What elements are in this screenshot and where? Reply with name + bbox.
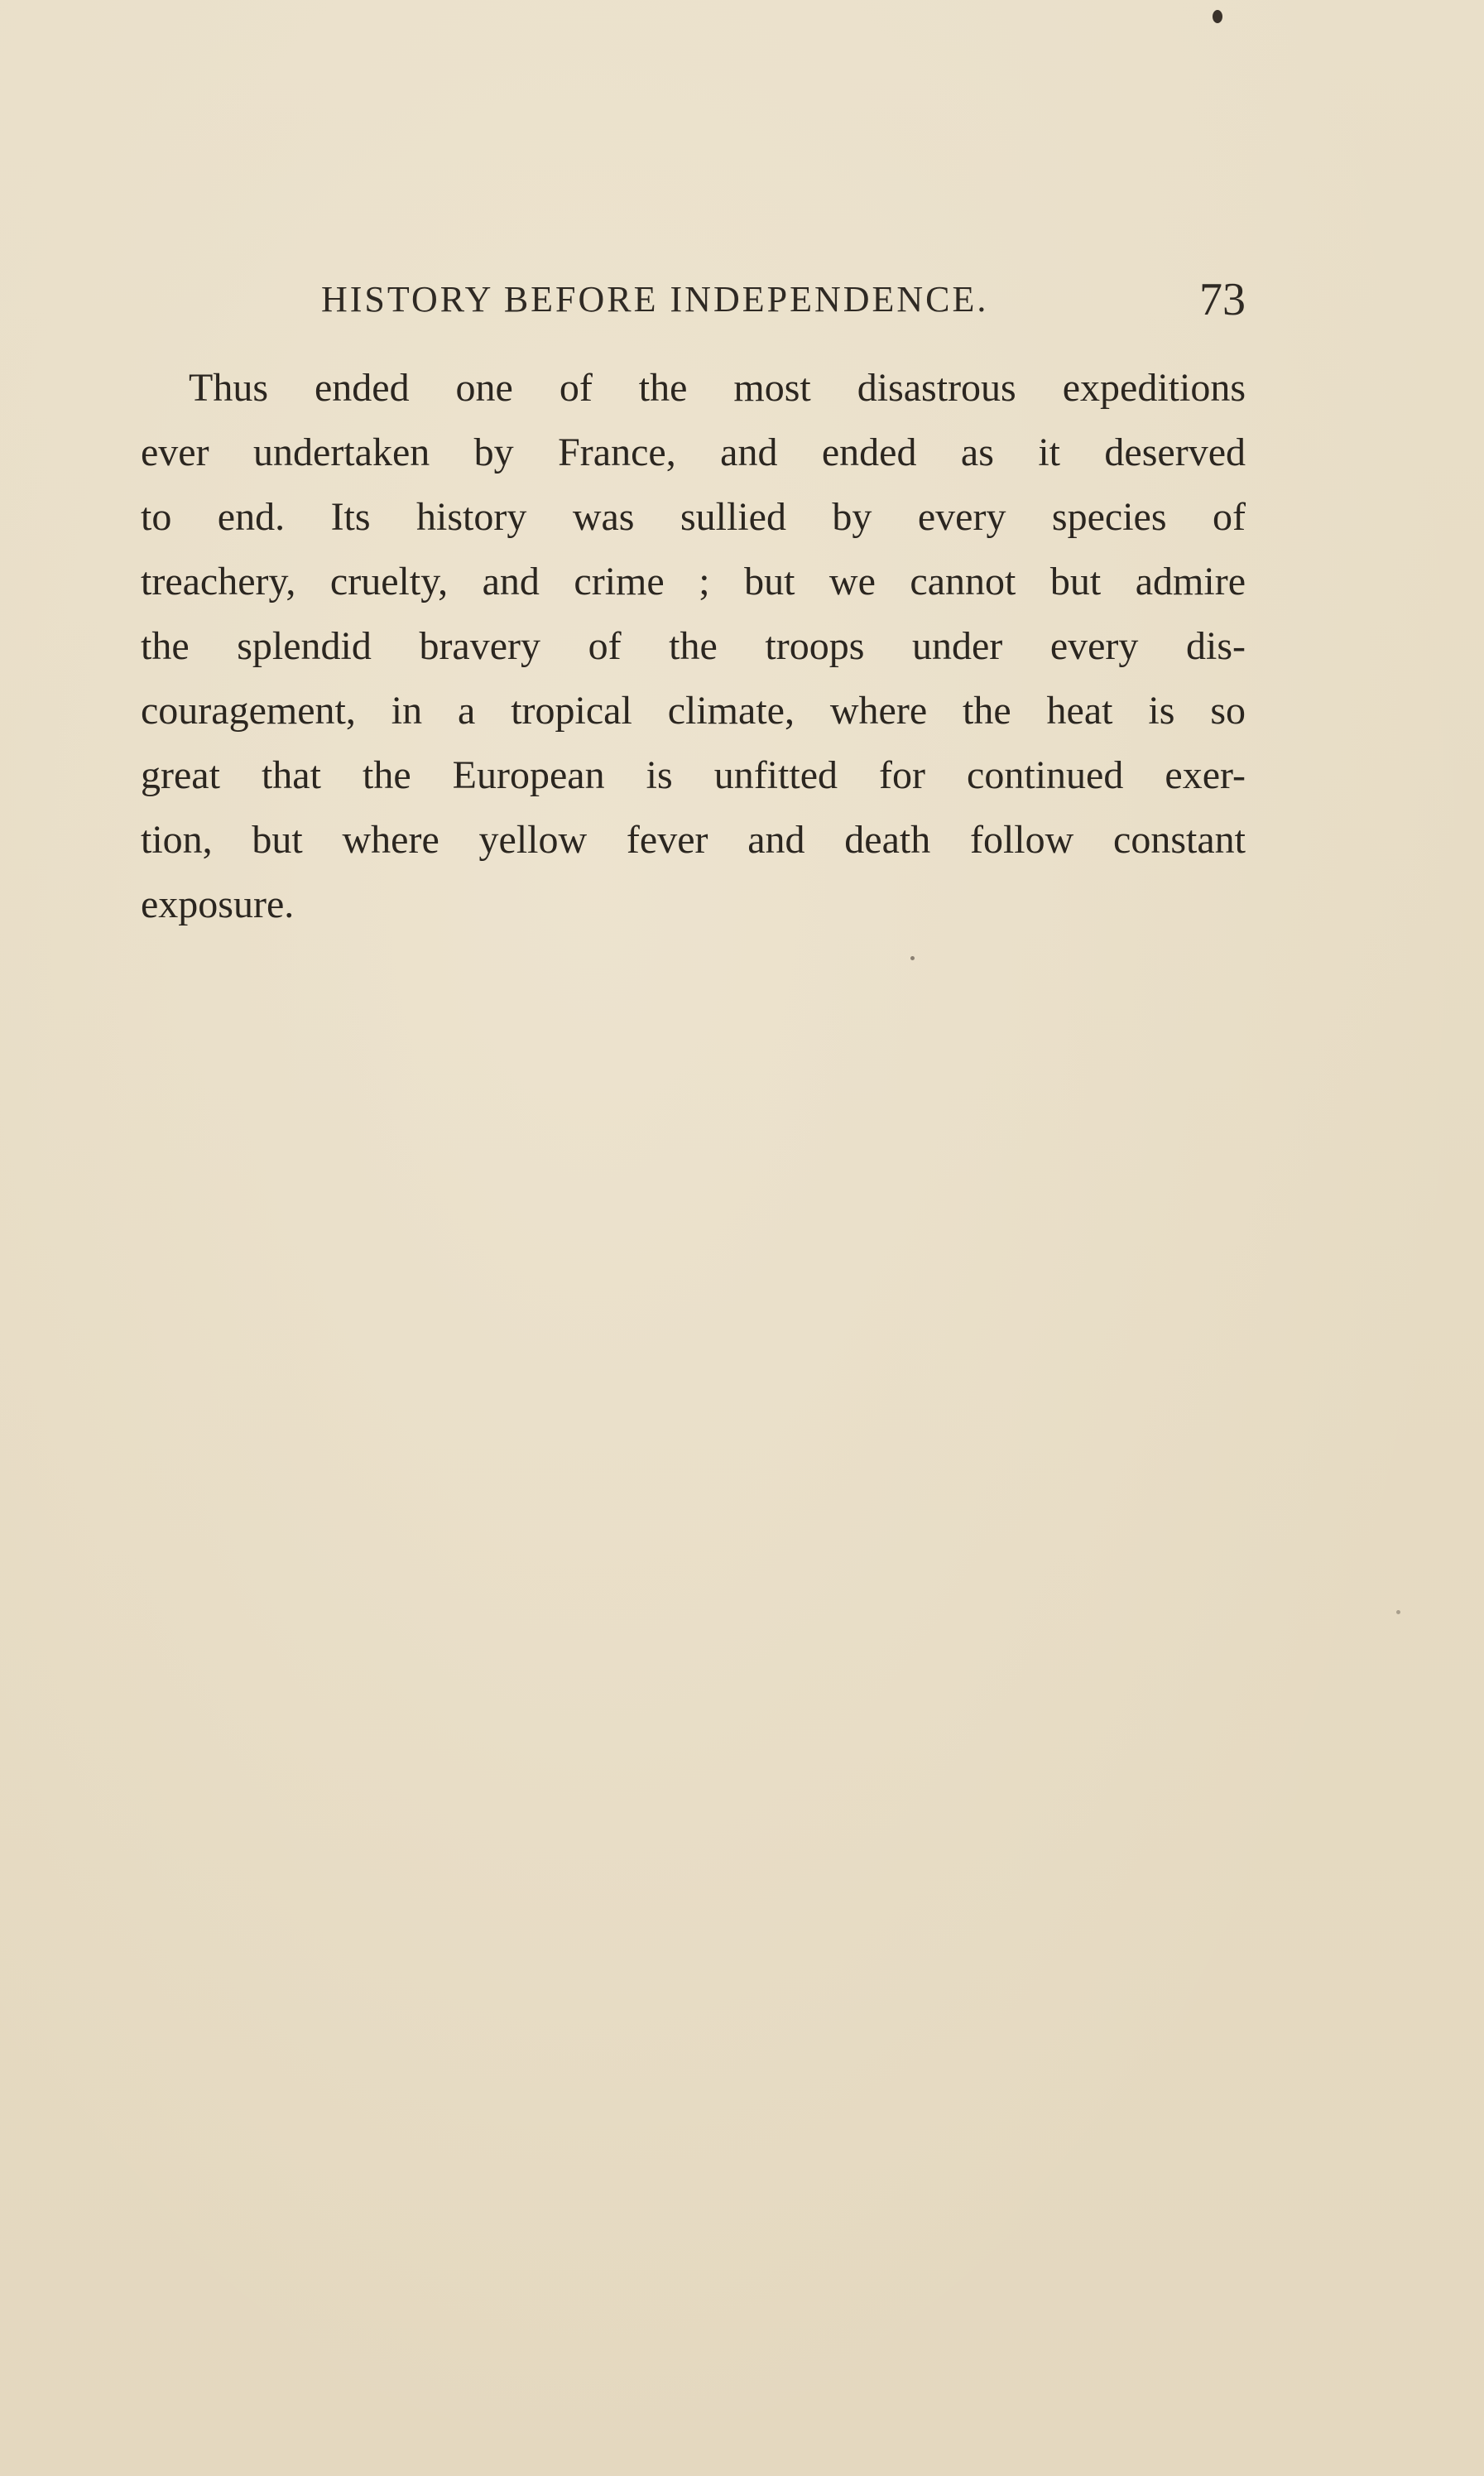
ink-speck bbox=[1213, 10, 1222, 23]
body-paragraph bbox=[141, 356, 1246, 937]
running-head bbox=[141, 273, 1246, 331]
ink-speck bbox=[910, 956, 915, 960]
page-number: 73 bbox=[1199, 274, 1246, 325]
paragraph-line: Thus ended one of the most disastrous expeditions bbox=[189, 366, 1246, 410]
paragraph-line: exposure. bbox=[141, 882, 295, 926]
paragraph-line: great that the European is unfitted for continued exer- bbox=[141, 753, 1246, 797]
running-title: HISTORY BEFORE INDEPENDENCE. bbox=[321, 279, 989, 320]
paragraph-line: the splendid bravery of the troops under every dis- bbox=[141, 624, 1246, 668]
paragraph-line: to end. Its history was sullied by every species of bbox=[141, 495, 1246, 539]
paragraph-line: tion, but where yellow fever and death follow constant bbox=[141, 818, 1246, 862]
ink-speck bbox=[1396, 1610, 1400, 1614]
paragraph-line: couragement, in a tropical climate, where the heat is so bbox=[141, 689, 1246, 733]
paragraph-line: treachery, cruelty, and crime ; but we cannot but admire bbox=[141, 560, 1246, 603]
paragraph-line: ever undertaken by France, and ended as it deserved bbox=[141, 430, 1246, 474]
